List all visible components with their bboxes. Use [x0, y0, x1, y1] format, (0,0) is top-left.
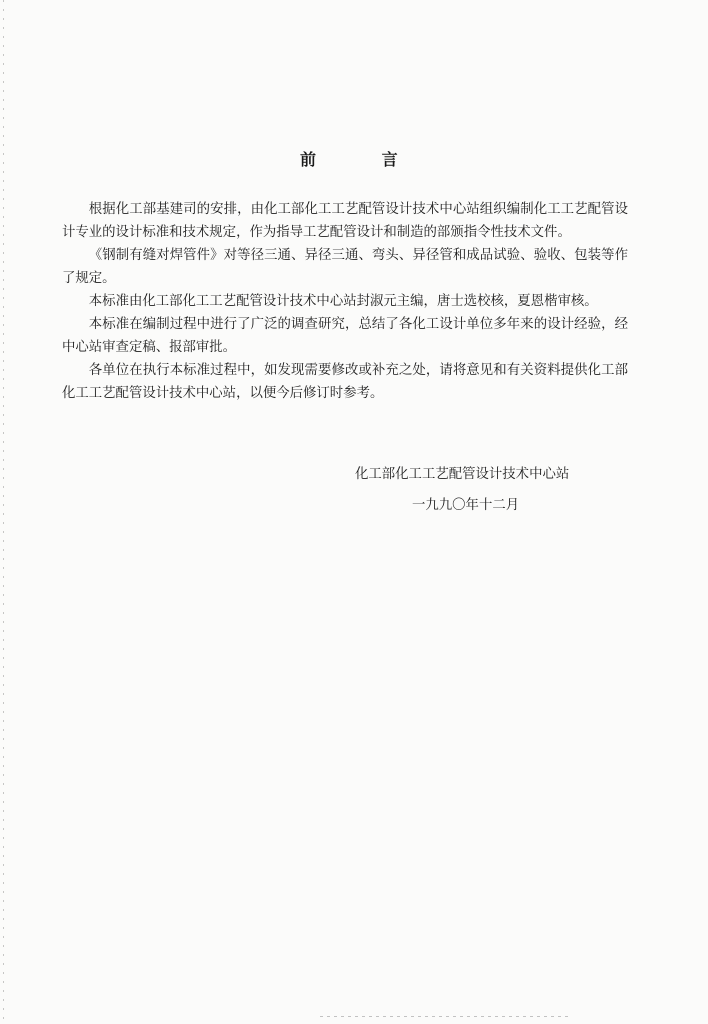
paragraph: 各单位在执行本标准过程中，如发现需要修改或补充之处，请将意见和有关资料提供化工部化工工艺配管设计技术中心站，以便今后修订时参考。 — [62, 363, 628, 401]
scan-edge-mark — [320, 1016, 570, 1017]
signature-date: 一九九〇年十二月 — [412, 498, 520, 513]
scan-edge-mark — [3, 0, 4, 1024]
signature-organization: 化工部化工工艺配管设计技术中心站 — [355, 467, 570, 482]
paragraph: 根据化工部基建司的安排，由化工部化工工艺配管设计技术中心站组织编制化工工艺配管设计专业的设计标准和技术规定，作为指导工艺配管设计和制造的部颁指令性技术文件。 — [62, 202, 628, 240]
paragraph: 本标准在编制过程中进行了广泛的调查研究，总结了各化工设计单位多年来的设计经验，经中心站审查定稿、报部审批。 — [62, 317, 628, 355]
preface-body — [62, 198, 628, 405]
page-title: 前 言 — [300, 150, 428, 169]
paragraph: 本标准由化工部化工工艺配管设计技术中心站封淑元主编，唐士选校核，夏恩楷审核。 — [88, 294, 598, 309]
paragraph: 《钢制有缝对焊管件》对等径三通、异径三通、弯头、异径管和成品试验、验收、包装等作了规定。 — [62, 248, 628, 286]
